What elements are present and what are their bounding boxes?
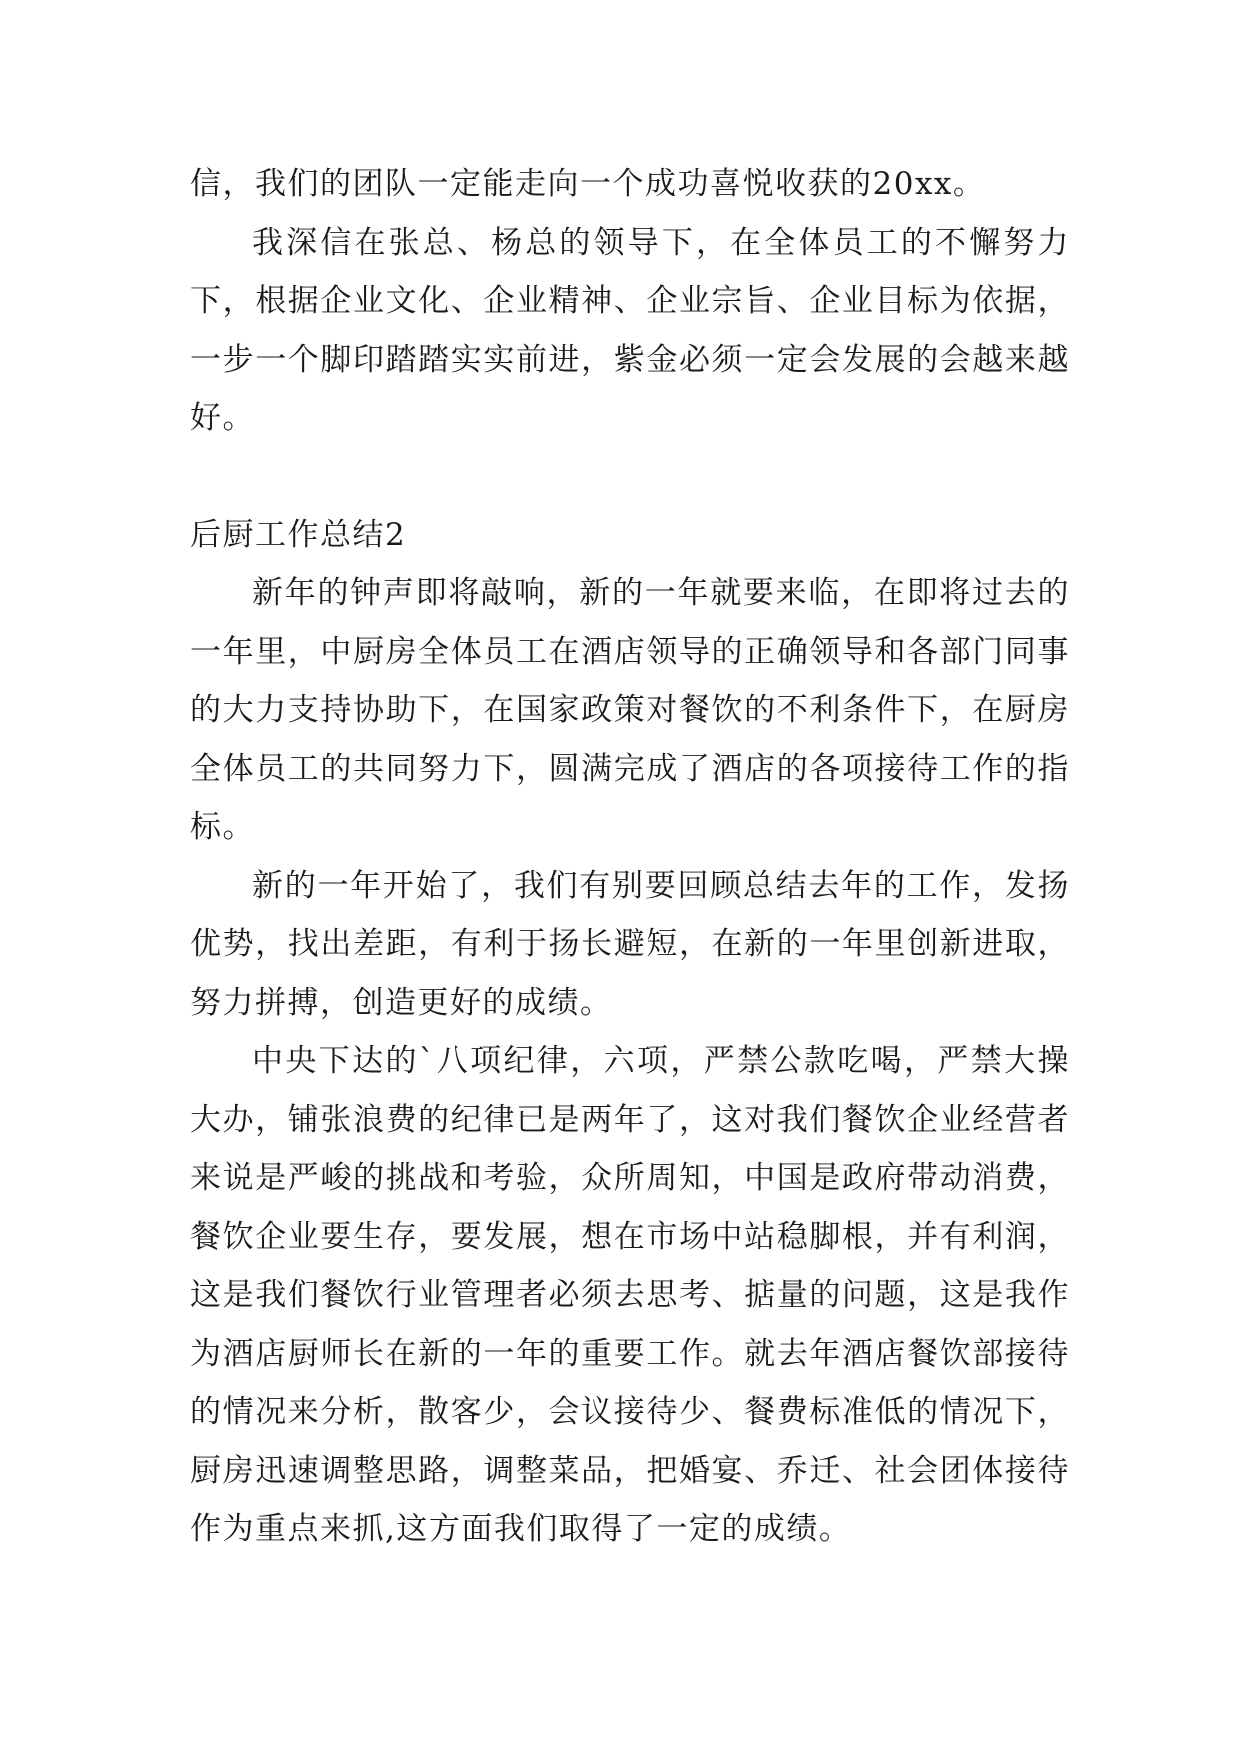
document-body: [190, 155, 1070, 1559]
paragraph-belief: 我深信在张总、杨总的领导下，在全体员工的不懈努力下，根据企业文化、企业精神、企业宗旨、企业目标为依据，一步一个脚印踏踏实实前进，紫金必须一定会发展的会越来越好。: [190, 224, 1070, 436]
paragraph-review: 新的一年开始了，我们有别要回顾总结去年的工作，发扬优势，找出差距，有利于扬长避短，在新的一年里创新进取，努力拼搏，创造更好的成绩。: [190, 867, 1070, 1021]
paragraph-regulations: 中央下达的`八项纪律，六项，严禁公款吃喝，严禁大操大办，铺张浪费的纪律已是两年了，这对我们餐饮企业经营者来说是严峻的挑战和考验，众所周知，中国是政府带动消费，餐饮企业要生存，要发展，想在市场中站稳脚根，并有利润，这是我们餐饮行业管理者必须去思考、掂量的问题，这是我作为酒店厨师长在新的一年的重要工作。就去年酒店餐饮部接待的情况来分析，散客少，会议接待少、餐费标准低的情况下，厨房迅速调整思路，调整菜品，把婚宴、乔迁、社会团体接待作为重点来抓,这方面我们取得了一定的成绩。: [190, 1043, 1070, 1547]
section-title: 后厨工作总结2: [190, 516, 407, 553]
paragraph-continuation: 信，我们的团队一定能走向一个成功喜悦收获的20xx。: [190, 166, 986, 202]
paragraph-new-year: 新年的钟声即将敲响，新的一年就要来临，在即将过去的一年里，中厨房全体员工在酒店领导的正确领导和各部门同事的大力支持协助下，在国家政策对餐饮的不利条件下，在厨房全体员工的共同努力下，圆满完成了酒店的各项接待工作的指标。: [190, 575, 1070, 845]
